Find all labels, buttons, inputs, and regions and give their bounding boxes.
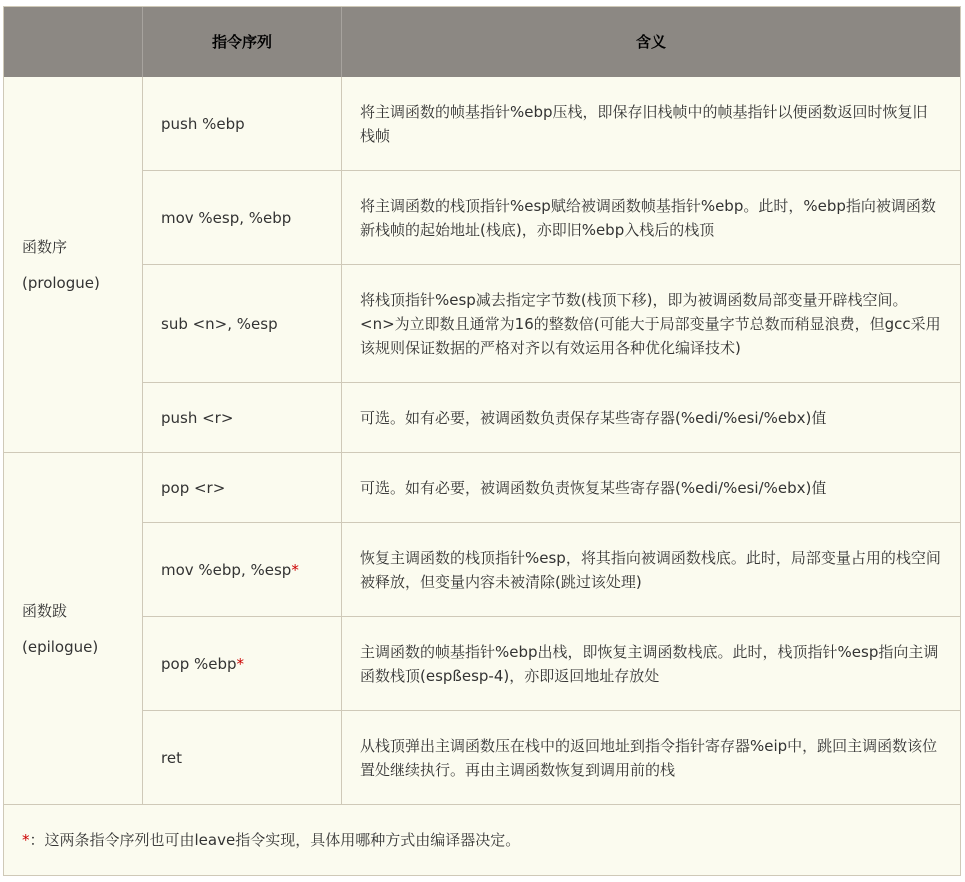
meaning-cell — [342, 265, 960, 382]
footnote-marker: * — [236, 654, 245, 673]
header-cell-meaning: 含义 — [635, 33, 666, 51]
instruction-text: pop <r> — [161, 478, 226, 497]
table-header — [4, 7, 960, 77]
meaning-cell — [342, 77, 960, 170]
footnote-text: ：这两条指令序列也可由leave指令实现，具体用哪种方式由编译器决定。 — [29, 831, 521, 849]
meaning-text: 将主调函数的帧基指针%ebp压栈，即保存旧栈帧中的帧基指针以便函数返回时恢复旧栈帧 — [360, 102, 928, 145]
instruction-cell — [143, 453, 341, 522]
group-cell-prologue — [4, 77, 142, 452]
instruction-text: push %ebp — [161, 114, 245, 133]
instruction-cell — [143, 383, 341, 452]
group-name: 函数序 — [22, 237, 68, 256]
meaning-cell — [342, 617, 960, 710]
meaning-text: 将主调函数的栈顶指针%esp赋给被调函数帧基指针%ebp。此时，%ebp指向被调函数新栈帧的起始地址(栈底)，亦即旧%ebp入栈后的栈顶 — [360, 196, 936, 239]
meaning-cell — [342, 383, 960, 452]
instruction-cell — [143, 171, 341, 264]
meaning-cell — [342, 171, 960, 264]
footnote-marker: * — [291, 560, 299, 579]
instruction-text: sub <n>, %esp — [161, 314, 278, 333]
group-subtitle: (prologue) — [22, 273, 100, 292]
meaning-cell — [342, 523, 960, 616]
group-subtitle: (epilogue) — [22, 637, 99, 656]
instruction-text: mov %ebp, %esp — [161, 560, 292, 579]
instruction-cell — [143, 523, 341, 616]
instruction-text: pop %ebp — [161, 654, 237, 673]
meaning-cell — [342, 711, 960, 804]
group-name: 函数跋 — [22, 601, 68, 620]
meaning-text: 可选。如有必要，被调函数负责保存某些寄存器(%edi/%esi/%ebx)值 — [360, 408, 827, 427]
meaning-text: 主调函数的帧基指针%ebp出栈，即恢复主调函数栈底。此时，栈顶指针%esp指向主调函数栈顶(espßesp-4)，亦即返回地址存放处 — [360, 642, 939, 685]
meaning-cell — [342, 453, 960, 522]
instruction-text: push <r> — [161, 408, 234, 427]
instruction-cell — [143, 711, 341, 804]
meaning-text: 可选。如有必要，被调函数负责恢复某些寄存器(%edi/%esi/%ebx)值 — [360, 478, 827, 497]
instruction-cell — [143, 617, 341, 710]
footnote — [4, 805, 960, 875]
footnote-marker: * — [22, 831, 30, 849]
meaning-text: 将栈顶指针%esp减去指定字节数(栈顶下移)，即为被调函数局部变量开辟栈空间。<n>为立即数且通常为16的整数倍(可能大于局部变量字节总数而稍显浪费，但gcc采用该规则保证数据的严格对齐以有效运用各种优化编译技术) — [360, 290, 941, 357]
meaning-text: 从栈顶弹出主调函数压在栈中的返回地址到指令指针寄存器%eip中，跳回主调函数该位置处继续执行。再由主调函数恢复到调用前的栈 — [360, 736, 938, 779]
instruction-cell — [143, 77, 341, 170]
instruction-text: ret — [161, 748, 182, 767]
meaning-text: 恢复主调函数的栈顶指针%esp，将其指向被调函数栈底。此时，局部变量占用的栈空间被释放，但变量内容未被清除(跳过该处理) — [360, 548, 941, 591]
instruction-table — [3, 6, 961, 876]
instruction-text: mov %esp, %ebp — [161, 208, 292, 227]
header-cell-instruction: 指令序列 — [211, 33, 272, 51]
header-cell-group — [4, 7, 142, 77]
instruction-cell — [143, 265, 341, 382]
group-cell-epilogue — [4, 453, 142, 804]
